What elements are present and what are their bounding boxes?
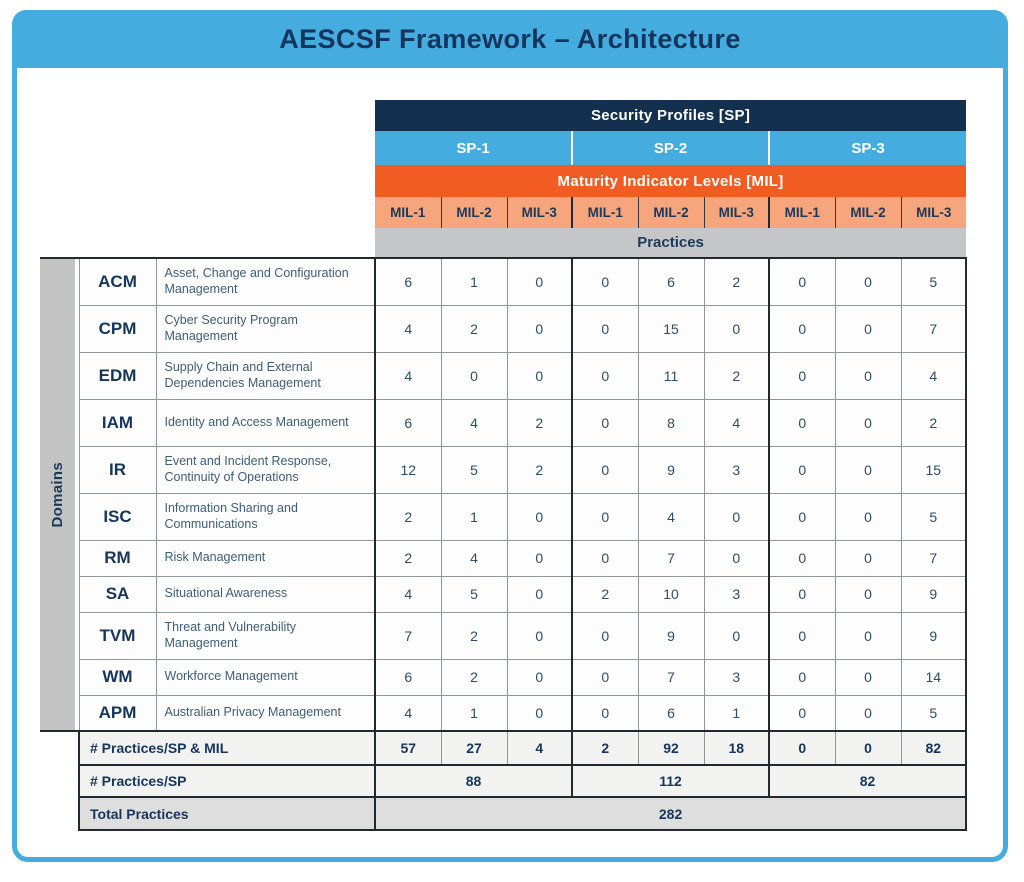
per-sp-row xyxy=(40,765,966,797)
total-practices-row xyxy=(40,797,966,830)
domain-code: TVM xyxy=(79,612,156,659)
mil-header: Maturity Indicator Levels [MIL] xyxy=(375,165,966,197)
practice-count-cell: 2 xyxy=(441,612,507,659)
sp1-header: SP-1 xyxy=(375,131,572,165)
practice-count-cell: 2 xyxy=(507,446,572,493)
domain-code: APM xyxy=(79,695,156,731)
practice-count-cell: 5 xyxy=(901,695,966,731)
practice-count-cell: 0 xyxy=(704,493,769,540)
practice-count-cell: 5 xyxy=(441,576,507,612)
practice-count-cell: 2 xyxy=(704,352,769,399)
per-sp-mil-total: 57 xyxy=(375,731,441,765)
domain-description: Australian Privacy Management xyxy=(156,695,375,731)
practice-count-cell: 0 xyxy=(507,258,572,305)
domain-code: ISC xyxy=(79,493,156,540)
practice-count-cell: 0 xyxy=(441,352,507,399)
practice-count-cell: 6 xyxy=(638,695,704,731)
table-row-apm xyxy=(40,695,966,731)
practice-count-cell: 1 xyxy=(441,695,507,731)
domain-description: Supply Chain and External Dependencies Management xyxy=(156,352,375,399)
practice-count-cell: 0 xyxy=(835,305,901,352)
footer-spacer xyxy=(40,731,79,765)
practice-count-cell: 2 xyxy=(507,399,572,446)
practice-count-cell: 0 xyxy=(769,258,835,305)
practice-count-cell: 0 xyxy=(572,399,638,446)
domain-code: ACM xyxy=(79,258,156,305)
page-title: AESCSF Framework – Architecture xyxy=(279,23,741,54)
practice-count-cell: 0 xyxy=(769,659,835,695)
sp2-header: SP-2 xyxy=(572,131,769,165)
practice-count-cell: 0 xyxy=(769,695,835,731)
total-practices-label: Total Practices xyxy=(79,797,375,830)
footer-spacer xyxy=(40,765,79,797)
practice-count-cell: 0 xyxy=(769,399,835,446)
practice-count-cell: 0 xyxy=(507,305,572,352)
practice-count-cell: 14 xyxy=(901,659,966,695)
per-sp-mil-row xyxy=(40,731,966,765)
per-sp-mil-total: 4 xyxy=(507,731,572,765)
practice-count-cell: 2 xyxy=(572,576,638,612)
practice-count-cell: 3 xyxy=(704,659,769,695)
table-row-isc xyxy=(40,493,966,540)
per-sp-mil-total: 82 xyxy=(901,731,966,765)
practice-count-cell: 6 xyxy=(375,258,441,305)
practices-header: Practices xyxy=(375,228,966,258)
practice-count-cell: 1 xyxy=(441,258,507,305)
practice-count-cell: 0 xyxy=(769,493,835,540)
practice-count-cell: 8 xyxy=(638,399,704,446)
practice-count-cell: 12 xyxy=(375,446,441,493)
total-practices-value: 282 xyxy=(375,797,966,830)
practice-count-cell: 0 xyxy=(572,258,638,305)
practice-count-cell: 10 xyxy=(638,576,704,612)
mil-column-header: MIL-3 xyxy=(704,197,769,228)
header-spacer xyxy=(40,100,375,258)
sp3-header: SP-3 xyxy=(769,131,966,165)
table-row-wm xyxy=(40,659,966,695)
domain-description: Identity and Access Management xyxy=(156,399,375,446)
table-row-sa xyxy=(40,576,966,612)
practice-count-cell: 1 xyxy=(441,493,507,540)
practice-count-cell: 0 xyxy=(835,540,901,576)
mil-column-header: MIL-2 xyxy=(441,197,507,228)
practice-count-cell: 5 xyxy=(901,493,966,540)
domain-description: Risk Management xyxy=(156,540,375,576)
practice-count-cell: 3 xyxy=(704,576,769,612)
practice-count-cell: 0 xyxy=(835,399,901,446)
practice-count-cell: 0 xyxy=(769,540,835,576)
security-profiles-header: Security Profiles [SP] xyxy=(375,100,966,131)
practice-count-cell: 0 xyxy=(835,352,901,399)
practice-count-cell: 15 xyxy=(638,305,704,352)
domain-code: CPM xyxy=(79,305,156,352)
practice-count-cell: 4 xyxy=(638,493,704,540)
practice-count-cell: 4 xyxy=(704,399,769,446)
per-sp-mil-total: 92 xyxy=(638,731,704,765)
mil-column-header: MIL-1 xyxy=(572,197,638,228)
practice-count-cell: 4 xyxy=(375,352,441,399)
practice-count-cell: 0 xyxy=(835,446,901,493)
practice-count-cell: 2 xyxy=(441,305,507,352)
domain-code: SA xyxy=(79,576,156,612)
practice-count-cell: 9 xyxy=(901,576,966,612)
practice-count-cell: 0 xyxy=(572,493,638,540)
table-row-cpm xyxy=(40,305,966,352)
practice-count-cell: 2 xyxy=(375,493,441,540)
practice-count-cell: 4 xyxy=(375,305,441,352)
practice-count-cell: 0 xyxy=(704,305,769,352)
practice-count-cell: 0 xyxy=(835,695,901,731)
practice-count-cell: 0 xyxy=(835,576,901,612)
domain-description: Situational Awareness xyxy=(156,576,375,612)
practice-count-cell: 0 xyxy=(769,305,835,352)
practice-count-cell: 0 xyxy=(507,695,572,731)
practice-count-cell: 7 xyxy=(638,659,704,695)
domain-code: IAM xyxy=(79,399,156,446)
practice-count-cell: 11 xyxy=(638,352,704,399)
mil-column-header: MIL-3 xyxy=(507,197,572,228)
domain-description: Cyber Security Program Management xyxy=(156,305,375,352)
practice-count-cell: 9 xyxy=(638,612,704,659)
domain-description: Asset, Change and Configuration Management xyxy=(156,258,375,305)
practice-count-cell: 0 xyxy=(769,446,835,493)
practice-count-cell: 15 xyxy=(901,446,966,493)
practice-count-cell: 9 xyxy=(638,446,704,493)
practice-count-cell: 5 xyxy=(901,258,966,305)
practice-count-cell: 0 xyxy=(572,659,638,695)
practice-count-cell: 0 xyxy=(769,576,835,612)
mil-column-header: MIL-2 xyxy=(835,197,901,228)
table-row-edm xyxy=(40,352,966,399)
practice-count-cell: 0 xyxy=(704,540,769,576)
domains-label: Domains xyxy=(48,461,66,528)
practice-count-cell: 0 xyxy=(835,659,901,695)
practice-count-cell: 0 xyxy=(835,612,901,659)
practice-count-cell: 2 xyxy=(441,659,507,695)
practice-count-cell: 7 xyxy=(375,612,441,659)
practice-count-cell: 0 xyxy=(507,540,572,576)
practice-count-cell: 0 xyxy=(507,493,572,540)
practice-count-cell: 4 xyxy=(375,695,441,731)
practice-count-cell: 0 xyxy=(572,446,638,493)
table-row-iam xyxy=(40,399,966,446)
per-sp-total: 88 xyxy=(375,765,572,797)
per-sp-mil-total: 0 xyxy=(769,731,835,765)
practice-count-cell: 2 xyxy=(901,399,966,446)
per-sp-total: 112 xyxy=(572,765,769,797)
practice-count-cell: 0 xyxy=(769,352,835,399)
domain-description: Threat and Vulnerability Management xyxy=(156,612,375,659)
practice-count-cell: 7 xyxy=(638,540,704,576)
footer-spacer xyxy=(40,797,79,830)
practice-count-cell: 7 xyxy=(901,540,966,576)
practice-count-cell: 6 xyxy=(375,399,441,446)
practice-count-cell: 0 xyxy=(507,576,572,612)
mil-column-header: MIL-2 xyxy=(638,197,704,228)
practice-count-cell: 0 xyxy=(572,352,638,399)
per-sp-mil-total: 2 xyxy=(572,731,638,765)
practice-count-cell: 0 xyxy=(572,695,638,731)
practice-count-cell: 0 xyxy=(572,540,638,576)
practice-count-cell: 2 xyxy=(375,540,441,576)
practice-count-cell: 0 xyxy=(704,612,769,659)
practice-count-cell: 0 xyxy=(835,493,901,540)
domains-axis xyxy=(40,258,79,731)
per-sp-mil-total: 18 xyxy=(704,731,769,765)
mil-column-header: MIL-3 xyxy=(901,197,966,228)
practice-count-cell: 4 xyxy=(901,352,966,399)
mil-column-header: MIL-1 xyxy=(375,197,441,228)
aescsf-architecture-table xyxy=(40,100,967,831)
domain-code: RM xyxy=(79,540,156,576)
per-sp-label: # Practices/SP xyxy=(79,765,375,797)
domain-description: Information Sharing and Communications xyxy=(156,493,375,540)
practice-count-cell: 0 xyxy=(835,258,901,305)
practice-count-cell: 9 xyxy=(901,612,966,659)
practice-count-cell: 4 xyxy=(375,576,441,612)
domain-description: Event and Incident Response, Continuity of Operations xyxy=(156,446,375,493)
practice-count-cell: 5 xyxy=(441,446,507,493)
practice-count-cell: 7 xyxy=(901,305,966,352)
table-row-acm xyxy=(40,258,966,305)
practice-count-cell: 0 xyxy=(507,352,572,399)
domain-code: IR xyxy=(79,446,156,493)
per-sp-total: 82 xyxy=(769,765,966,797)
practice-count-cell: 0 xyxy=(507,659,572,695)
practice-count-cell: 1 xyxy=(704,695,769,731)
practice-count-cell: 4 xyxy=(441,399,507,446)
table-row-tvm xyxy=(40,612,966,659)
security-profiles-row xyxy=(40,100,966,131)
domain-code: WM xyxy=(79,659,156,695)
domain-code: EDM xyxy=(79,352,156,399)
framework-table xyxy=(40,100,967,831)
table-row-rm xyxy=(40,540,966,576)
practice-count-cell: 6 xyxy=(375,659,441,695)
title-bar xyxy=(12,10,1008,68)
table-row-ir xyxy=(40,446,966,493)
practice-count-cell: 3 xyxy=(704,446,769,493)
domain-description: Workforce Management xyxy=(156,659,375,695)
per-sp-mil-total: 0 xyxy=(835,731,901,765)
practice-count-cell: 0 xyxy=(572,612,638,659)
per-sp-mil-label: # Practices/SP & MIL xyxy=(79,731,375,765)
practice-count-cell: 2 xyxy=(704,258,769,305)
per-sp-mil-total: 27 xyxy=(441,731,507,765)
practice-count-cell: 0 xyxy=(507,612,572,659)
practice-count-cell: 4 xyxy=(441,540,507,576)
mil-column-header: MIL-1 xyxy=(769,197,835,228)
domains-strip xyxy=(40,259,75,730)
practice-count-cell: 6 xyxy=(638,258,704,305)
practice-count-cell: 0 xyxy=(769,612,835,659)
practice-count-cell: 0 xyxy=(572,305,638,352)
